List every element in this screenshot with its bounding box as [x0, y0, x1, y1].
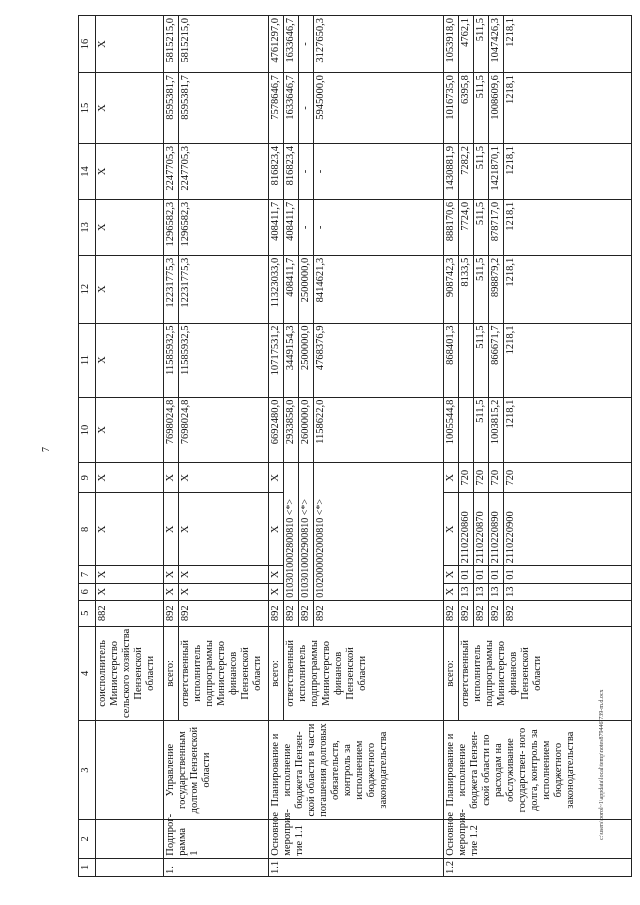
header-cell: 9 — [79, 463, 96, 493]
budget-table — [78, 15, 632, 877]
budget-code: 0103010002900810 <*> — [299, 463, 314, 601]
header-cell: 6 — [79, 583, 96, 600]
budget-code: 0102000002000810 <*> — [314, 463, 444, 601]
header-cell: 16 — [79, 16, 96, 73]
header-row — [79, 16, 96, 877]
header-cell: 14 — [79, 144, 96, 200]
row-type: Основное мероприя- тие 1.1 — [269, 820, 444, 859]
header-cell: 13 — [79, 199, 96, 255]
header-cell: 5 — [79, 600, 96, 626]
row-number: 1.2 — [444, 858, 632, 876]
table-row: ответственный исполнитель подпрограммы Министерство финансов Пензенской области 892 X X X X 7698024,8 11585932,5 12231775,3 1296582,3 2247705,3 8595381,7 5815215,0 — [179, 16, 269, 877]
row-name: Планирование и исполнение бюджета Пензен- ской области по расходам на обслуживание государствен- ного долга, контроль за исполнением бюджетного законодательства — [444, 721, 632, 820]
header-cell: 10 — [79, 397, 96, 463]
grbs-cell: 882 — [96, 600, 164, 626]
header-cell: 1 — [79, 858, 96, 876]
header-cell: 15 — [79, 73, 96, 144]
header-cell: 4 — [79, 626, 96, 721]
table-row: 892 0103010002900810 <*> 2600000,0 2500000,0 2500000,0 - - - - — [299, 16, 314, 877]
table-row: 1.1 Основное мероприя- тие 1.1 Планирование и исполнение бюджета Пензен- ской области в части погашения долговых обязательств, контроль за исполнением бюджетного законодательства всего: 892 X X X X 6692480,0 10717531,2 11323033,0 408411,7 816823,4 7578646,7 4761297,0 — [269, 16, 284, 877]
row-name: Планирование и исполнение бюджета Пензен- ской области в части погашения долговых обязательств, контроль за исполнением бюджетного законодательства — [269, 721, 444, 820]
rotated-table-area — [78, 15, 576, 877]
header-cell: 11 — [79, 323, 96, 397]
row-type: Основное мероприя- тие 1.2 — [444, 820, 632, 859]
table-row: соисполнитель Министерство сельского хозяйства Пензенской области 882 X X X X X X X X X X X — [96, 16, 164, 877]
header-cell: 12 — [79, 255, 96, 323]
table-row: 1. Подпрог- рамма 1 Управление государственным долгом Пензенской области всего: 892 X X X X 7698024,8 11585932,5 12231775,3 1296582,3 2247705,3 8595381,7 5815215,0 — [164, 16, 179, 877]
page-number: 7 — [41, 447, 52, 452]
row-name: Управление государственным долгом Пензенской области — [164, 721, 269, 820]
executor-cell: соисполнитель Министерство сельского хозяйства Пензенской области — [96, 626, 164, 721]
table-row: 892 13 01 2110220900 720 1218,1 1218,1 1218,1 1218,1 1218,1 1218,1 1218,1 — [504, 16, 632, 877]
footer-file-path: c:\users\borol~1\appdata\local\temp\notes879446\739-m.d.ocx — [599, 689, 605, 840]
table-row: 1.2 Основное мероприя- тие 1.2 Планирование и исполнение бюджета Пензен- ской области по расходам на обслуживание государствен- ного долга, контроль за исполнением бюджетного законодательства всего: 892 X X X X 1005544,8 868401,3 908742,3 888170,6 1430881,9 1016735,0 1053918,0 — [444, 16, 459, 877]
header-cell: 7 — [79, 566, 96, 583]
header-cell: 2 — [79, 820, 96, 859]
header-cell: 8 — [79, 493, 96, 566]
budget-code: 0103010002800810 <*> — [284, 463, 299, 601]
row-number: 1. — [164, 858, 269, 876]
header-cell: 3 — [79, 721, 96, 820]
row-number: 1.1 — [269, 858, 444, 876]
table-row: 892 0102000002000810 <*> 1158622,0 4768376,9 8414621,3 - - 5945000,0 3127650,3 — [314, 16, 444, 877]
row-type: Подпрог- рамма 1 — [164, 820, 269, 859]
table-row: 892 13 01 2110220890 720 1003815,2 866671,7 898879,2 878717,0 1421870,1 1008609,6 1047426,3 — [489, 16, 504, 877]
table-row: 892 13 01 2110220870 720 511,5 511,5 511,5 511,5 511,5 511,5 511,5 — [474, 16, 489, 877]
table-row: ответственный исполнитель подпрограммы Министерство финансов Пензенской области 892 13 01 2110220860 720 8133,5 7724,0 7282,2 6395,8 4762,1 — [459, 16, 474, 877]
table-row: ответственный исполнитель подпрограммы Министерство финансов Пензенской области 892 0103010002800810 <*> 2933858,0 3449154,3 408411,7 408411,7 816823,4 1633646,7 1633646,7 — [284, 16, 299, 877]
